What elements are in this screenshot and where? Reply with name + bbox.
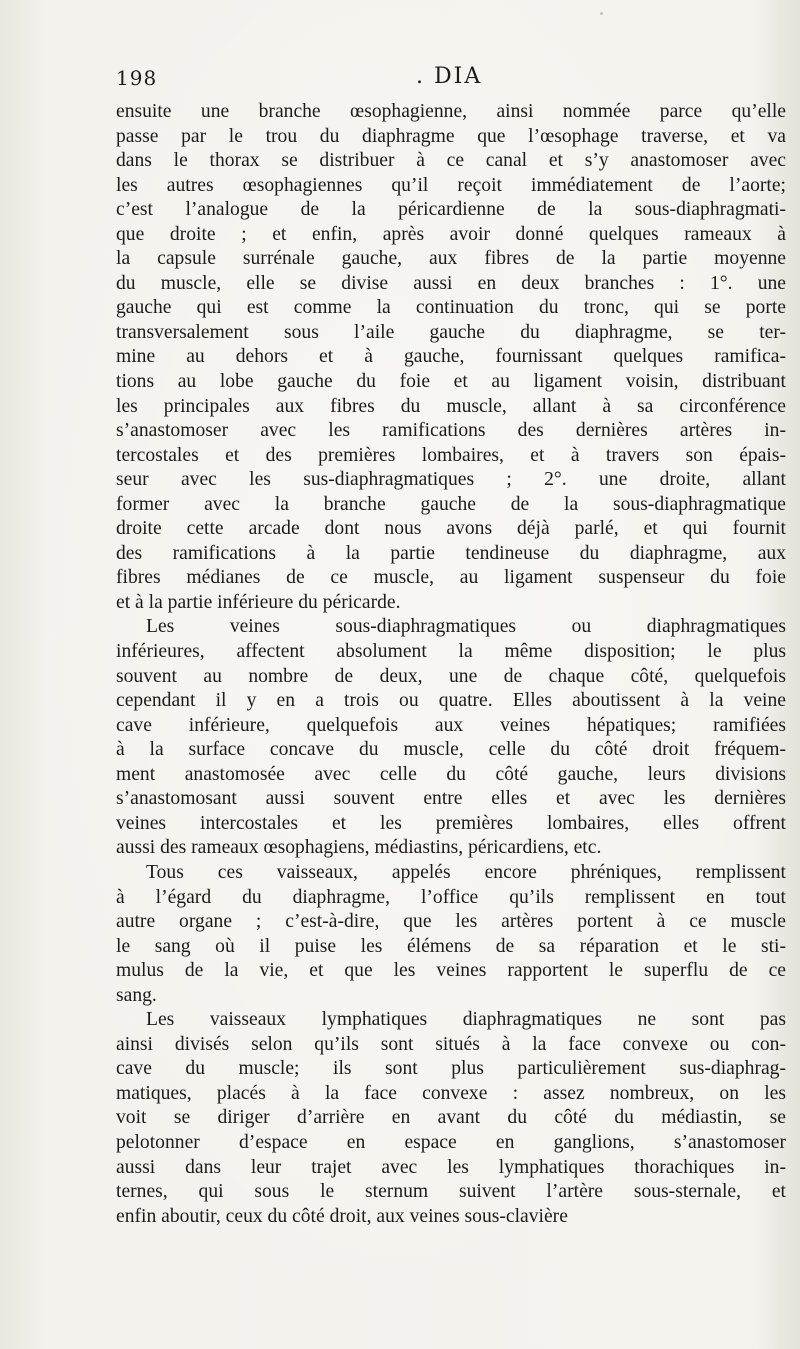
text-line: cependant il y en a trois ou quatre. Elles aboutissent à la veine (116, 690, 786, 712)
text-line: former avec la branche gauche de la sous-diaphragmatique (116, 493, 786, 515)
text-line: cave inférieure, quelquefois aux veines hépatiques; ramifiées (116, 714, 786, 736)
text-line: autre organe ; c’est-à-dire, que les artères portent à ce muscle (116, 911, 786, 933)
running-head: . DIA (416, 64, 483, 89)
text-line: cave du muscle; ils sont plus particulièrement sus-diaphrag- (116, 1058, 786, 1080)
text-line: Les vaisseaux lymphatiques diaphragmatiques ne sont pas (146, 1009, 786, 1031)
text-line: ainsi divisés selon qu’ils sont situés à la face convexe ou con- (116, 1033, 786, 1055)
text-line: s’anastomoser avec les ramifications des dernières artères in- (116, 420, 786, 442)
page-number: 198 (116, 66, 158, 90)
ink-speck (600, 12, 603, 15)
text-line: aussi dans leur trajet avec les lymphatiques thorachiques in- (116, 1156, 786, 1178)
text-line: aussi des rameaux œsophagiens, médiastins, péricardiens, etc. (116, 837, 602, 859)
text-line: veines intercostales et les premières lombaires, elles offrent (116, 812, 786, 834)
text-line: gauche qui est comme la continuation du tronc, qui se porte (116, 297, 786, 319)
text-line: mulus de la vie, et que les veines rapportent le superflu de ce (116, 960, 786, 982)
text-line: des ramifications à la partie tendineuse du diaphragme, aux (116, 542, 786, 564)
text-line: passe par le trou du diaphragme que l’œsophage traverse, et va (116, 125, 786, 147)
text-line: c’est l’analogue de la péricardienne de la sous-diaphragmati- (116, 199, 786, 221)
paragraph (116, 1008, 786, 1229)
text-line: mine au dehors et à gauche, fournissant quelques ramifica- (116, 346, 786, 368)
text-line: ternes, qui sous le sternum suivent l’artère sous-sternale, et (116, 1181, 786, 1203)
text-line: tions au lobe gauche du foie et au ligament voisin, distribuant (116, 371, 786, 393)
text-line: seur avec les sus-diaphragmatiques ; 2°. une droite, allant (116, 469, 786, 491)
text-line: à la surface concave du muscle, celle du côté droit fréquem- (116, 739, 786, 761)
text-line: transversalement sous l’aile gauche du diaphragme, se ter- (116, 321, 786, 343)
text-line: fibres médianes de ce muscle, au ligament suspenseur du foie (116, 567, 786, 589)
text-line: le sang où il puise les élémens de sa réparation et le sti- (116, 935, 786, 957)
text-line: ensuite une branche œsophagienne, ainsi nommée parce qu’elle (116, 101, 786, 122)
text-line: à l’égard du diaphragme, l’office qu’ils remplissent en tout (116, 886, 786, 908)
text-line: tercostales et des premières lombaires, et à travers son épais- (116, 444, 786, 466)
text-line: ment anastomosée avec celle du côté gauche, leurs divisions (116, 763, 786, 785)
text-line: Les veines sous-diaphragmatiques ou diaphragmatiques (146, 616, 786, 638)
text-line: du muscle, elle se divise aussi en deux branches : 1°. une (116, 272, 786, 294)
text-line: les autres œsophagiennes qu’il reçoit immédiatement de l’aorte; (116, 174, 786, 196)
text-line: droite cette arcade dont nous avons déjà parlé, et qui fournit (116, 518, 786, 540)
text-line: enfin aboutir, ceux du côté droit, aux veines sous-clavière (116, 1205, 568, 1227)
text-line: Tous ces vaisseaux, appelés encore phréniques, remplissent (146, 861, 786, 883)
text-line: dans le thorax se distribuer à ce canal et s’y anastomoser avec (116, 150, 786, 172)
paragraph (116, 100, 786, 615)
text-line: s’anastomosant aussi souvent entre elles et avec les dernières (116, 788, 786, 810)
text-line: et à la partie inférieure du péricarde. (116, 591, 401, 613)
text-line: sang. (116, 984, 157, 1006)
text-line: que droite ; et enfin, après avoir donné quelques rameaux à (116, 223, 786, 245)
text-line: voit se diriger d’arrière en avant du côté du médiastin, se (116, 1107, 786, 1129)
text-line: souvent au nombre de deux, une de chaque côté, quelquefois (116, 665, 786, 687)
text-line: les principales aux fibres du muscle, allant à sa circonférence (116, 395, 786, 417)
text-line: matiques, placés à la face convexe : assez nombreux, on les (116, 1082, 786, 1104)
text-line: la capsule surrénale gauche, aux fibres de la partie moyenne (116, 248, 786, 270)
paragraph (116, 615, 786, 860)
paragraph (116, 861, 786, 1008)
text-line: pelotonner d’espace en espace en ganglions, s’anastomoser (116, 1131, 786, 1153)
text-line: inférieures, affectent absolument la même disposition; le plus (116, 641, 786, 663)
body-text (116, 100, 786, 1229)
page-header (116, 66, 786, 96)
